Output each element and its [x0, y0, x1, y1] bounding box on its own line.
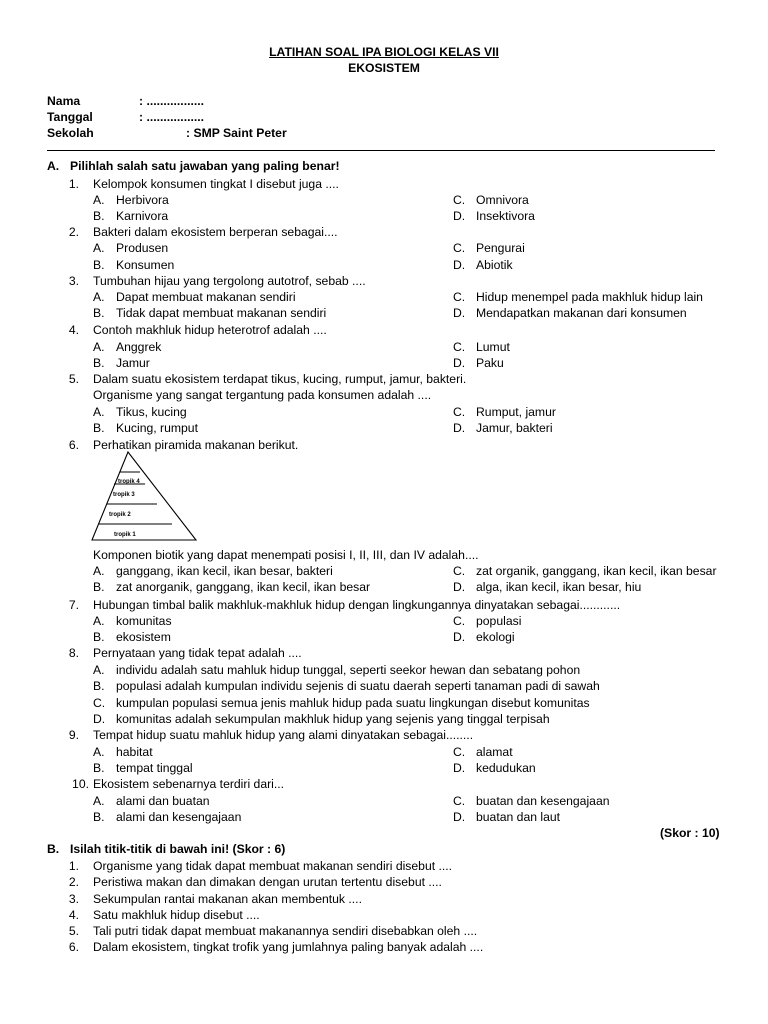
fill-in-item: Organisme yang tidak dapat membuat makanan sendiri disebut ....	[93, 859, 453, 873]
option-a: Produsen	[116, 241, 169, 255]
option-a: ganggang, ikan kecil, ikan besar, bakteri	[116, 564, 333, 578]
option-letter-a: A.	[93, 193, 105, 207]
option-letter-a: A.	[93, 290, 105, 304]
item-number: 5.	[68, 924, 79, 938]
option-a: komunitas	[116, 614, 172, 628]
section-a-heading: Pilihlah salah satu jawaban yang paling benar!	[70, 159, 340, 173]
option-letter-b: B.	[93, 810, 105, 824]
option-letter-d: D.	[453, 306, 466, 320]
option-letter-c: C.	[453, 564, 466, 578]
option-letter-b: B.	[93, 306, 105, 320]
option-c: alamat	[476, 745, 513, 759]
option-letter-d: D.	[453, 356, 466, 370]
question-text: Tumbuhan hijau yang tergolong autotrof, sebab ....	[93, 274, 366, 288]
option-letter-d: D.	[453, 630, 466, 644]
option-letter-c: C.	[453, 290, 466, 304]
option-d: Insektivora	[476, 209, 535, 223]
option-letter-b: B.	[93, 258, 105, 272]
option-a: Tikus, kucing	[116, 405, 187, 419]
option-letter-d: D.	[453, 580, 466, 594]
option-b: zat anorganik, ganggang, ikan kecil, ikan besar	[116, 580, 371, 594]
option-letter-d: D.	[453, 421, 466, 435]
question-number: 2.	[68, 225, 79, 239]
item-number: 3.	[68, 892, 79, 906]
fill-in-item: Peristiwa makan dan dimakan dengan urutan tertentu disebut ....	[93, 875, 442, 889]
header-divider	[47, 150, 715, 151]
option-letter-b: B.	[93, 209, 105, 223]
option-letter-b: B.	[93, 421, 105, 435]
date-value: : .................	[139, 110, 205, 124]
option-d: Abiotik	[476, 258, 513, 272]
name-label: Nama	[47, 94, 81, 108]
option-a: Herbivora	[116, 193, 169, 207]
option-letter-d: D.	[453, 810, 466, 824]
option-letter-c: C.	[453, 340, 466, 354]
question-text: Kelompok konsumen tingkat I disebut juga ....	[93, 177, 339, 191]
option-c: Omnivora	[476, 193, 529, 207]
option-a: Dapat membuat makanan sendiri	[116, 290, 296, 304]
option-letter-c: C.	[453, 193, 466, 207]
option-letter-d: D.	[453, 258, 466, 272]
question-text-line-2: Organisme yang sangat tergantung pada konsumen adalah ....	[93, 388, 432, 402]
option-c: Lumut	[476, 340, 510, 354]
option-letter-b: B.	[93, 679, 105, 693]
option-b: populasi adalah kumpulan individu sejenis di suatu daerah seperti tanaman padi di sawah	[116, 679, 600, 693]
option-d: alga, ikan kecil, ikan besar, hiu	[476, 580, 642, 594]
fill-in-item: Dalam ekosistem, tingkat trofik yang jumlahnya paling banyak adalah ....	[93, 940, 484, 954]
option-b: alami dan kesengajaan	[116, 810, 242, 824]
option-d: komunitas adalah sekumpulan makhluk hidup yang sejenis yang tinggal terpisah	[116, 712, 550, 726]
section-b-letter: B.	[47, 842, 60, 856]
question-text-line-2: Komponen biotik yang dapat menempati posisi I, II, III, dan IV adalah....	[93, 548, 479, 562]
pyramid-label-tropik-1: tropik 1	[114, 532, 136, 538]
option-a: individu adalah satu mahluk hidup tunggal, seperti seekor hewan dan sebatang pohon	[116, 663, 581, 677]
option-b: Jamur	[116, 356, 150, 370]
fill-in-item: Tali putri tidak dapat membuat makanannya sendiri disebabkan oleh ....	[93, 924, 478, 938]
document-subtitle: EKOSISTEM	[348, 61, 420, 75]
question-text: Bakteri dalam ekosistem berperan sebagai....	[93, 225, 338, 239]
question-text: Pernyataan yang tidak tepat adalah ....	[93, 646, 302, 660]
item-number: 4.	[68, 908, 79, 922]
fill-in-item: Sekumpulan rantai makanan akan membentuk ....	[93, 892, 362, 906]
item-number: 6.	[68, 940, 79, 954]
fill-in-item: Satu makhluk hidup disebut ....	[93, 908, 260, 922]
question-number: 10.	[72, 777, 89, 791]
question-number: 7.	[68, 598, 79, 612]
option-d: ekologi	[476, 630, 515, 644]
option-c: Rumput, jamur	[476, 405, 556, 419]
option-letter-d: D.	[453, 761, 466, 775]
option-c: Pengurai	[476, 241, 525, 255]
option-letter-c: C.	[453, 745, 466, 759]
question-number: 9.	[68, 728, 79, 742]
option-d: Paku	[476, 356, 504, 370]
question-number: 5.	[68, 372, 79, 386]
option-c: populasi	[476, 614, 522, 628]
section-a-score: (Skor : 10)	[660, 826, 720, 840]
question-number: 6.	[68, 438, 79, 452]
option-c: buatan dan kesengajaan	[476, 794, 610, 808]
question-number: 8.	[68, 646, 79, 660]
option-d: kedudukan	[476, 761, 536, 775]
question-text: Dalam suatu ekosistem terdapat tikus, kucing, rumput, jamur, bakteri.	[93, 372, 467, 386]
option-letter-c: C.	[453, 405, 466, 419]
option-letter-a: A.	[93, 564, 105, 578]
option-c: zat organik, ganggang, ikan kecil, ikan besar	[476, 564, 717, 578]
pyramid-label-tropik-3: tropik 3	[113, 492, 135, 498]
school-value: : SMP Saint Peter	[186, 126, 287, 140]
pyramid-label-tropik-2: tropik 2	[109, 512, 131, 518]
option-b: Karnivora	[116, 209, 169, 223]
option-letter-d: D.	[93, 712, 106, 726]
option-b: ekosistem	[116, 630, 171, 644]
option-b: tempat tinggal	[116, 761, 193, 775]
option-letter-c: C.	[93, 696, 106, 710]
option-letter-c: C.	[453, 614, 466, 628]
food-pyramid-figure	[78, 450, 198, 546]
question-number: 3.	[68, 274, 79, 288]
option-c: Hidup menempel pada makhluk hidup lain	[476, 290, 703, 304]
option-letter-a: A.	[93, 745, 105, 759]
question-text: Contoh makhluk hidup heterotrof adalah ....	[93, 323, 327, 337]
option-a: alami dan buatan	[116, 794, 210, 808]
question-number: 1.	[68, 177, 79, 191]
question-text: Perhatikan piramida makanan berikut.	[93, 438, 299, 452]
document-title: LATIHAN SOAL IPA BIOLOGI KELAS VII	[269, 45, 499, 59]
option-letter-a: A.	[93, 241, 105, 255]
question-number: 4.	[68, 323, 79, 337]
option-letter-a: A.	[93, 614, 105, 628]
option-b: Konsumen	[116, 258, 175, 272]
question-text: Tempat hidup suatu mahluk hidup yang alami dinyatakan sebagai........	[93, 728, 474, 742]
option-letter-c: C.	[453, 241, 466, 255]
option-b: Tidak dapat membuat makanan sendiri	[116, 306, 327, 320]
option-a: habitat	[116, 745, 153, 759]
school-label: Sekolah	[47, 126, 94, 140]
date-label: Tanggal	[47, 110, 93, 124]
option-letter-b: B.	[93, 356, 105, 370]
option-d: buatan dan laut	[476, 810, 561, 824]
section-a-letter: A.	[47, 159, 60, 173]
option-letter-a: A.	[93, 405, 105, 419]
option-d: Jamur, bakteri	[476, 421, 553, 435]
option-letter-b: B.	[93, 580, 105, 594]
option-letter-c: C.	[453, 794, 466, 808]
option-b: Kucing, rumput	[116, 421, 198, 435]
option-letter-a: A.	[93, 794, 105, 808]
option-letter-a: A.	[93, 663, 105, 677]
option-letter-d: D.	[453, 209, 466, 223]
option-c: kumpulan populasi semua jenis mahluk hidup pada suatu lingkungan disebut komunitas	[116, 696, 590, 710]
option-a: Anggrek	[116, 340, 162, 354]
item-number: 1.	[68, 859, 79, 873]
option-letter-b: B.	[93, 630, 105, 644]
pyramid-outline	[92, 452, 196, 540]
item-number: 2.	[68, 875, 79, 889]
pyramid-label-tropik-4: tropik 4	[118, 479, 140, 485]
name-value: : .................	[139, 94, 205, 108]
question-text: Ekosistem sebenarnya terdiri dari...	[93, 777, 285, 791]
section-b-heading: Isilah titik-titik di bawah ini! (Skor : 6)	[70, 842, 286, 856]
question-text: Hubungan timbal balik makhluk-makhluk hidup dengan lingkungannya dinyatakan sebagai............	[93, 598, 621, 612]
option-d: Mendapatkan makanan dari konsumen	[476, 306, 687, 320]
option-letter-b: B.	[93, 761, 105, 775]
option-letter-a: A.	[93, 340, 105, 354]
